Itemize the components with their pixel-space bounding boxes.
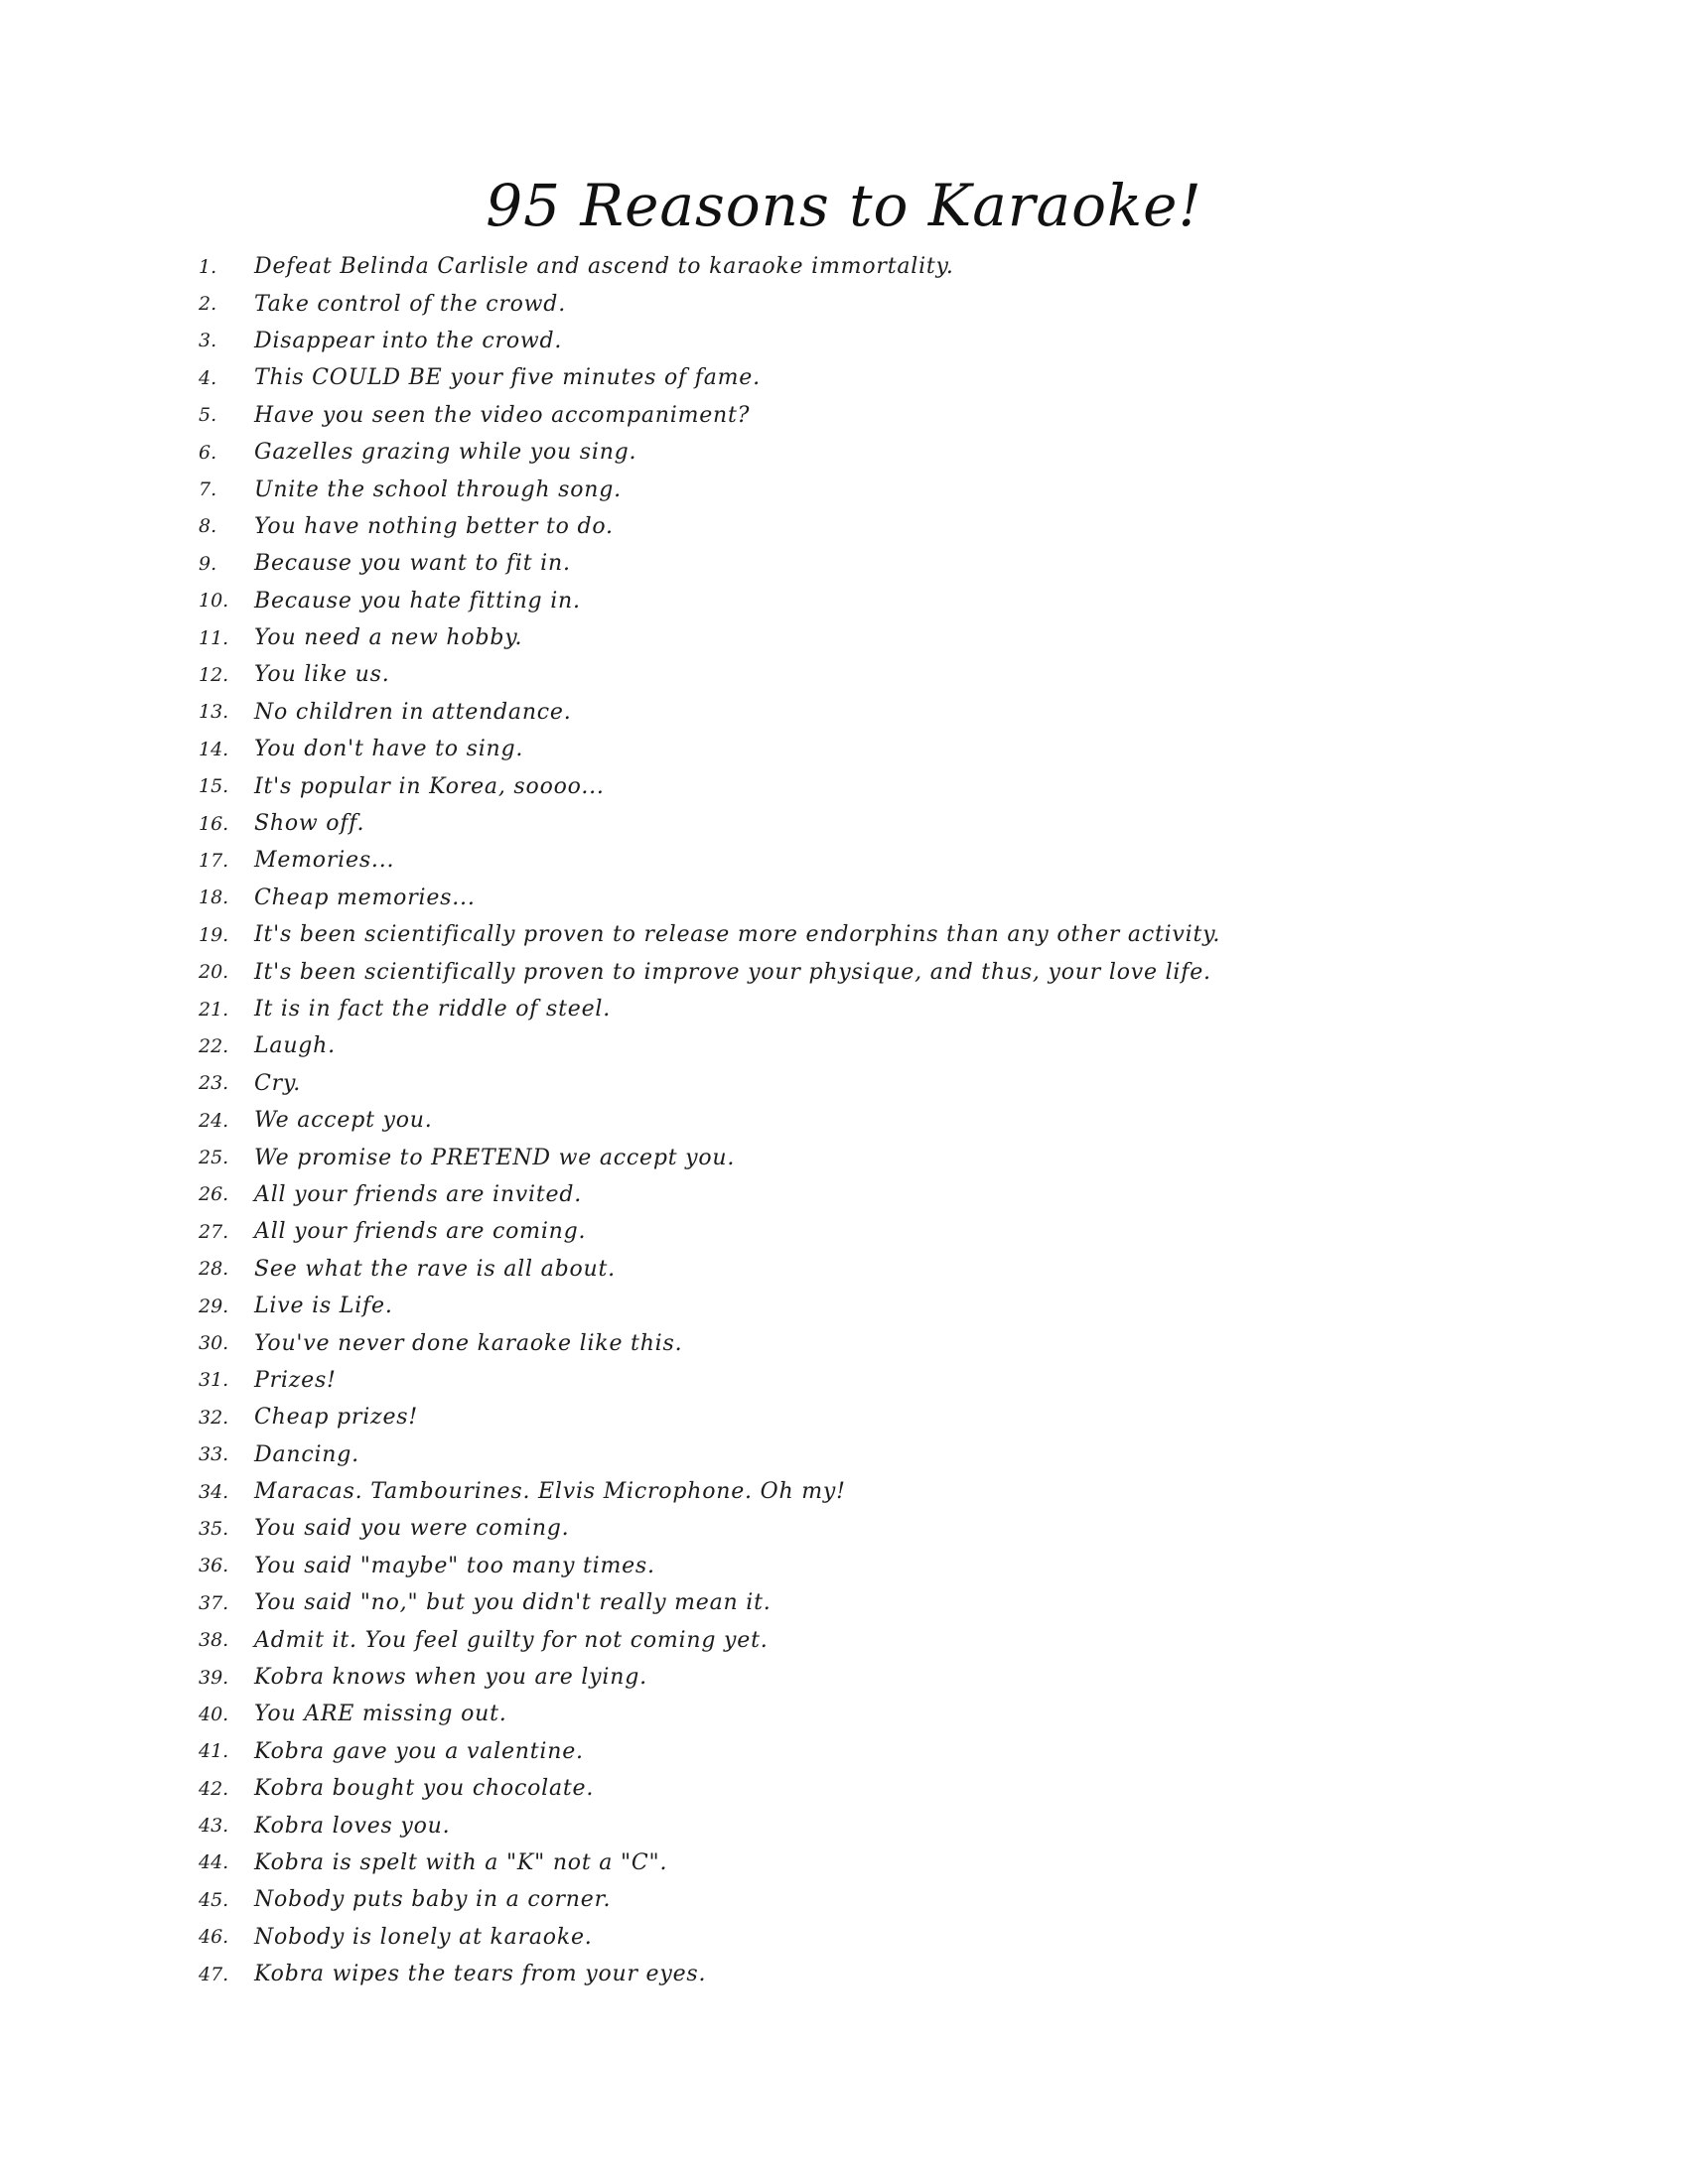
reason-text: Have you seen the video accompaniment? — [254, 402, 751, 428]
list-item — [199, 583, 1589, 619]
reason-text: All your friends are invited. — [254, 1181, 583, 1207]
reason-number: 10. — [199, 590, 229, 613]
list-item — [199, 1807, 1589, 1843]
list-item — [199, 1696, 1589, 1732]
reason-text: You need a new hobby. — [254, 625, 523, 651]
list-item — [199, 1362, 1589, 1399]
reason-number: 28. — [199, 1258, 229, 1281]
reason-text: Kobra knows when you are lying. — [254, 1665, 647, 1691]
reason-text: Show off. — [254, 811, 365, 837]
reason-text: Memories... — [254, 848, 395, 874]
reason-number: 18. — [199, 887, 229, 909]
reason-text: Prizes! — [254, 1367, 337, 1393]
reason-text: It is in fact the riddle of steel. — [254, 997, 612, 1022]
reason-number: 39. — [199, 1666, 229, 1689]
reason-text: Gazelles grazing while you sing. — [254, 440, 637, 466]
list-item — [199, 1102, 1589, 1139]
list-item — [199, 1548, 1589, 1584]
reason-number: 14. — [199, 738, 229, 760]
list-item — [199, 880, 1589, 916]
reason-number: 33. — [199, 1443, 229, 1466]
reason-text: Disappear into the crowd. — [254, 328, 563, 353]
list-item — [199, 1027, 1589, 1064]
reason-number: 29. — [199, 1295, 229, 1317]
reasons-list — [199, 248, 1589, 1992]
list-item — [199, 323, 1589, 359]
reason-number: 22. — [199, 1034, 229, 1057]
reason-text: You've never done karaoke like this. — [254, 1330, 683, 1356]
reason-text: We promise to PRETEND we accept you. — [254, 1145, 736, 1170]
list-item — [199, 1139, 1589, 1175]
list-item — [199, 285, 1589, 322]
list-item — [199, 916, 1589, 953]
reason-text: Maracas. Tambourines. Elvis Microphone. Oh my! — [254, 1479, 846, 1505]
page-title: 95 Reasons to Karaoke! — [486, 172, 1202, 239]
reason-text: Cry. — [254, 1070, 302, 1096]
reason-number: 34. — [199, 1480, 229, 1503]
reason-text: Kobra loves you. — [254, 1813, 451, 1839]
list-item — [199, 1399, 1589, 1435]
list-item — [199, 731, 1589, 767]
list-item — [199, 842, 1589, 879]
reason-number: 17. — [199, 849, 229, 872]
list-item — [199, 619, 1589, 656]
reason-text: You said "no," but you didn't really mean it. — [254, 1590, 772, 1616]
reason-number: 19. — [199, 923, 229, 946]
reason-number: 12. — [199, 663, 229, 686]
reason-number: 3. — [199, 330, 217, 352]
reason-text: All your friends are coming. — [254, 1219, 587, 1245]
reason-number: 2. — [199, 293, 217, 316]
reason-text: It's popular in Korea, soooo... — [254, 773, 605, 799]
reason-number: 6. — [199, 441, 217, 464]
list-item — [199, 1213, 1589, 1250]
list-item — [199, 1251, 1589, 1288]
reason-text: You don't have to sing. — [254, 737, 524, 762]
list-item — [199, 1733, 1589, 1770]
reason-text: Unite the school through song. — [254, 477, 622, 502]
list-item — [199, 1659, 1589, 1696]
reason-text: Kobra bought you chocolate. — [254, 1776, 595, 1802]
list-item — [199, 1288, 1589, 1324]
list-item — [199, 694, 1589, 731]
list-item — [199, 397, 1589, 434]
reason-text: It's been scientifically proven to improve your physique, and thus, your love life. — [254, 959, 1211, 985]
reason-text: Take control of the crowd. — [254, 291, 566, 317]
reason-number: 40. — [199, 1703, 229, 1725]
reason-number: 20. — [199, 961, 229, 984]
reason-text: Dancing. — [254, 1441, 359, 1467]
reason-number: 1. — [199, 255, 217, 278]
reason-number: 21. — [199, 998, 229, 1021]
list-item — [199, 545, 1589, 582]
reason-number: 44. — [199, 1851, 229, 1874]
reason-number: 27. — [199, 1220, 229, 1243]
reason-number: 38. — [199, 1629, 229, 1652]
reason-text: Kobra wipes the tears from your eyes. — [254, 1962, 707, 1987]
reason-text: Live is Life. — [254, 1294, 393, 1319]
reason-number: 36. — [199, 1555, 229, 1577]
reason-text: You ARE missing out. — [254, 1702, 507, 1727]
reason-number: 11. — [199, 626, 229, 649]
reason-text: Laugh. — [254, 1033, 336, 1059]
reason-text: We accept you. — [254, 1108, 433, 1134]
list-item — [199, 1324, 1589, 1361]
list-item — [199, 953, 1589, 990]
reason-number: 5. — [199, 404, 217, 427]
reason-number: 30. — [199, 1332, 229, 1355]
reason-number: 7. — [199, 478, 217, 501]
reason-number: 9. — [199, 552, 217, 575]
reason-number: 16. — [199, 812, 229, 835]
list-item — [199, 1065, 1589, 1102]
reason-number: 46. — [199, 1926, 229, 1949]
reason-number: 13. — [199, 701, 229, 724]
reason-number: 15. — [199, 775, 229, 798]
list-item — [199, 991, 1589, 1027]
list-item — [199, 656, 1589, 693]
reason-text: Cheap prizes! — [254, 1405, 418, 1431]
reason-number: 32. — [199, 1406, 229, 1429]
reason-text: Kobra is spelt with a "K" not a "C". — [254, 1849, 668, 1875]
reason-text: Because you want to fit in. — [254, 551, 571, 577]
reason-text: Nobody puts baby in a corner. — [254, 1887, 612, 1913]
list-item — [199, 1844, 1589, 1881]
reason-text: You like us. — [254, 662, 390, 688]
list-item — [199, 767, 1589, 804]
list-item — [199, 1956, 1589, 1992]
reason-text: Admit it. You feel guilty for not coming yet. — [254, 1627, 769, 1653]
reason-number: 42. — [199, 1777, 229, 1800]
list-item — [199, 1436, 1589, 1473]
reason-number: 4. — [199, 366, 217, 389]
list-item — [199, 1770, 1589, 1807]
list-item — [199, 434, 1589, 471]
reason-number: 26. — [199, 1183, 229, 1206]
list-item — [199, 805, 1589, 842]
reason-number: 47. — [199, 1963, 229, 1985]
list-item — [199, 359, 1589, 396]
list-item — [199, 248, 1589, 285]
reason-number: 43. — [199, 1815, 229, 1838]
reason-number: 45. — [199, 1888, 229, 1911]
list-item — [199, 508, 1589, 545]
reason-number: 35. — [199, 1517, 229, 1540]
reason-number: 31. — [199, 1369, 229, 1392]
list-item — [199, 1584, 1589, 1621]
reason-text: This COULD BE your five minutes of fame. — [254, 365, 761, 391]
list-item — [199, 1176, 1589, 1213]
list-item — [199, 1621, 1589, 1658]
reason-number: 37. — [199, 1591, 229, 1614]
reason-text: You said you were coming. — [254, 1516, 570, 1542]
list-item — [199, 1881, 1589, 1918]
reason-number: 8. — [199, 515, 217, 538]
list-item — [199, 1510, 1589, 1547]
list-item — [199, 1473, 1589, 1510]
list-item — [199, 471, 1589, 507]
reason-text: Defeat Belinda Carlisle and ascend to karaoke immortality. — [254, 254, 954, 280]
reason-number: 25. — [199, 1147, 229, 1169]
reason-text: No children in attendance. — [254, 699, 572, 725]
reason-text: You said "maybe" too many times. — [254, 1553, 655, 1578]
list-item — [199, 1919, 1589, 1956]
reason-number: 41. — [199, 1740, 229, 1763]
reason-text: Nobody is lonely at karaoke. — [254, 1924, 593, 1950]
reason-text: It's been scientifically proven to release more endorphins than any other activity. — [254, 922, 1221, 948]
reason-number: 23. — [199, 1072, 229, 1095]
reason-number: 24. — [199, 1109, 229, 1132]
reason-text: You have nothing better to do. — [254, 513, 614, 539]
reason-text: See what the rave is all about. — [254, 1256, 616, 1282]
reason-text: Kobra gave you a valentine. — [254, 1738, 584, 1764]
reason-text: Because you hate fitting in. — [254, 588, 581, 614]
reason-text: Cheap memories... — [254, 885, 476, 910]
